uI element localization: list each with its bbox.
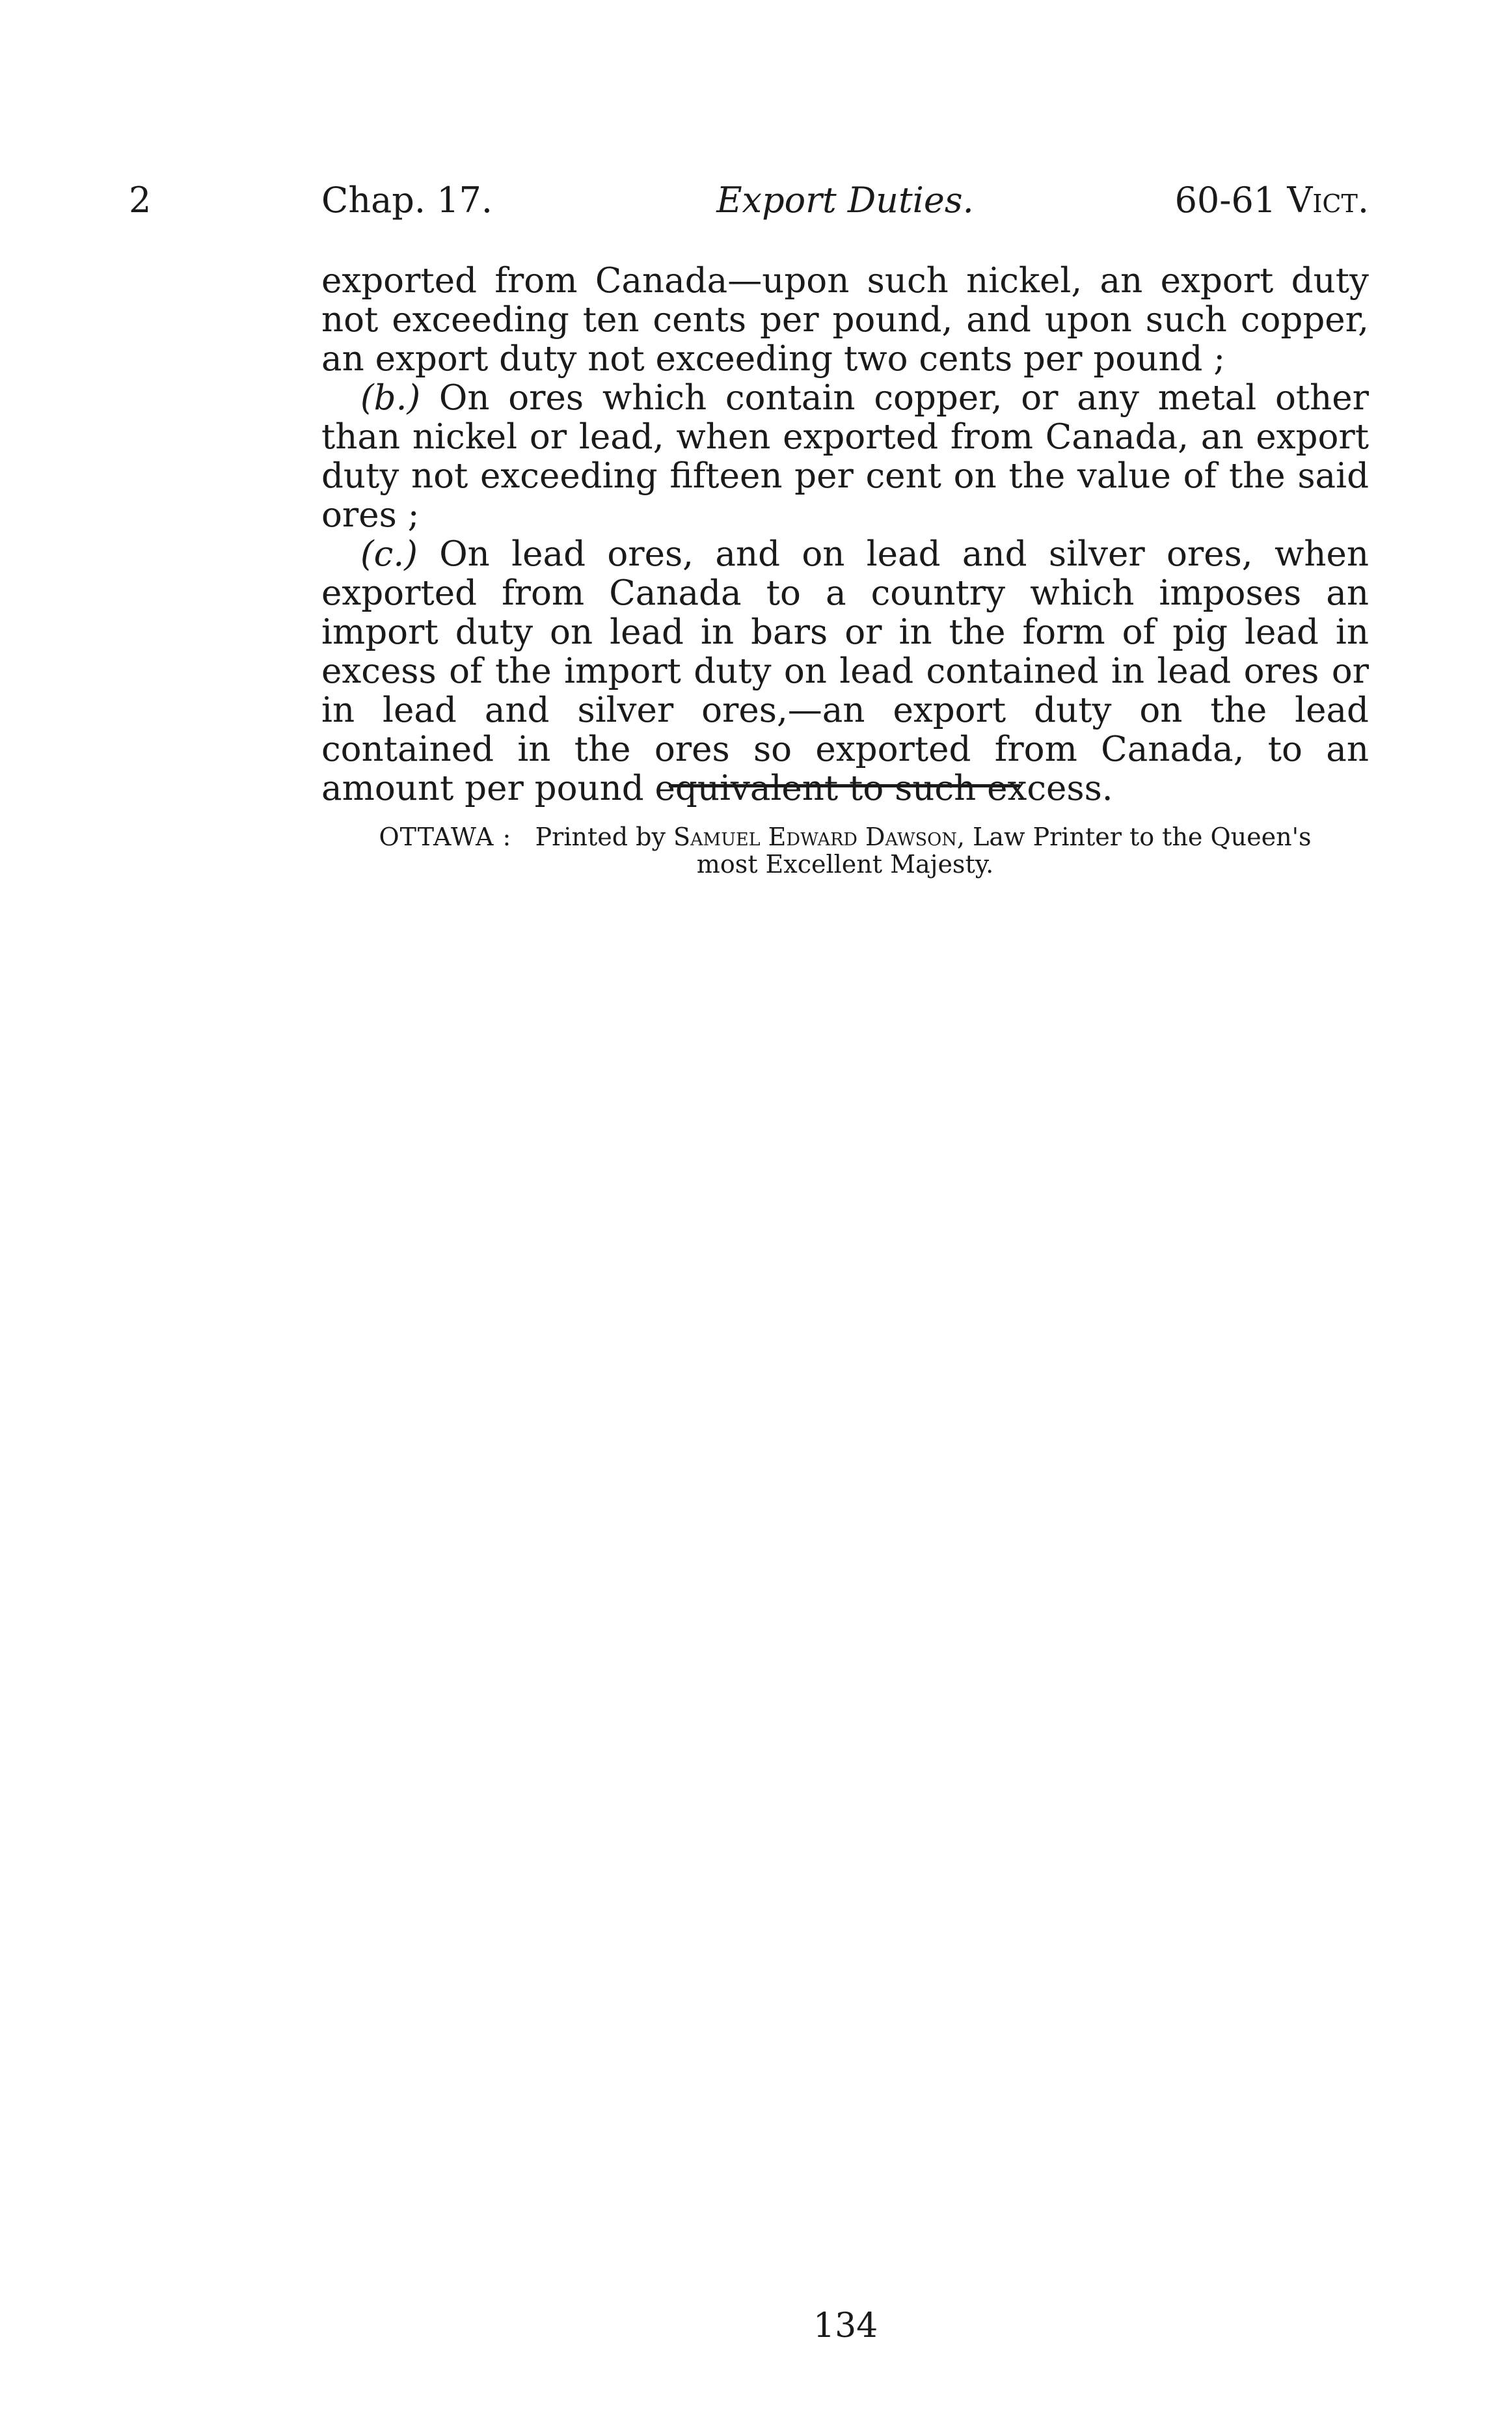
statute-body: [321, 262, 1369, 808]
imprint-printed-by: Printed by: [535, 823, 666, 851]
section-divider: [669, 784, 1020, 787]
chapter-label: Chap. 17.: [321, 180, 493, 221]
paragraph-b-text: On ores which contain copper, or any metal other than nickel or lead, when exported from Canada, an export duty not exceeding fifteen per cent on the value of the said ores ;: [321, 378, 1369, 535]
page-number: 2: [129, 180, 152, 221]
running-title: Export Duties.: [716, 180, 974, 221]
imprint-line-2: most Excellent Majesty.: [696, 850, 994, 879]
imprint-printer-name: Samuel Edward Dawson,: [673, 823, 965, 851]
running-header: [321, 181, 1369, 221]
regnal-year: 60-61 Vict.: [1174, 180, 1369, 221]
paragraph-b-label: (b.): [360, 378, 421, 418]
imprint-line1-rest: Law Printer to the Queen's: [973, 823, 1312, 851]
paragraph-a-continuation: exported from Canada—upon such nickel, an export duty not exceeding ten cents per pound, and upon such copper, an export duty not exceeding two cents per pound ;: [321, 261, 1369, 379]
imprint-place: OTTAWA :: [379, 823, 512, 851]
paragraph-c-text: On lead ores, and on lead and silver ores, when exported from Canada to a country which imposes an import duty on lead in bars or in the form of pig lead in excess of the import duty on lead contained in lead ores or in lead and silver ores,—an export duty on the lead contained in the ores so exported from Canada, to an amount per pound equivalent to such excess.: [321, 534, 1369, 808]
paragraph-c-label: (c.): [360, 534, 418, 574]
folio-number: 134: [813, 2306, 878, 2345]
paragraph-c: [321, 535, 1369, 808]
printer-imprint: [321, 823, 1369, 878]
imprint-line-1: [321, 823, 1369, 851]
paragraph-b: [321, 379, 1369, 535]
